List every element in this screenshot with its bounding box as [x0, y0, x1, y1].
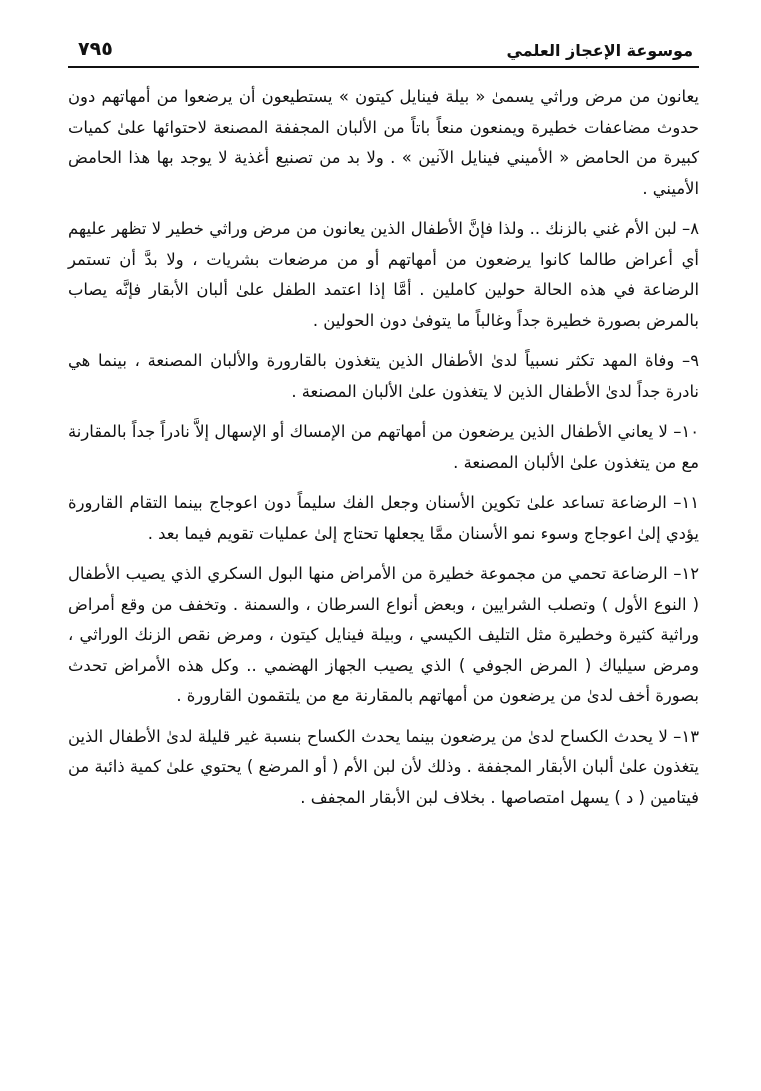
paragraph-item-10: ١٠– لا يعاني الأطفال الذين يرضعون من أمهاتهم من الإمساك أو الإسهال إلاَّ نادراً جداً بالمقارنة مع من يتغذون علىٰ الألبان المصنعة . [68, 422, 699, 472]
paragraph-item-12: ١٢– الرضاعة تحمي من مجموعة خطيرة من الأمراض منها البول السكري الذي يصيب الأطفال ( النوع الأول ) وتصلب الشرايين ، وبعض أنواع السرطان ، والسمنة . وتخفف من وقع أمراض وراثية كثيرة وخطيرة مثل التليف الكيسي ، وبيلة فينايل كيتون ، ومرض نقص الزنك الوراثي ، ومرض سيلياك ( المرض الجوفي ) الذي يصيب الجهاز الهضمي .. وكل هذه الأمراض تحدث بصورة أخف لدىٰ من يرضعون من أمهاتهم بالمقارنة مع من يلتقمون القارورة . [68, 564, 699, 705]
paragraph-item-8: ٨– لبن الأم غني بالزنك .. ولذا فإنَّ الأطفال الذين يعانون من مرض وراثي خطير لا تظهر عليهم أي أعراض طالما كانوا يرضعون من أمهاتهم أو من مرضعات بشريات ، ولا بدَّ أن تستمر الرضاعة في هذه الحالة حولين كاملين . أمَّا إذا اعتمد الطفل علىٰ ألبان الأبقار فإنَّه يصاب بالمرض بصورة خطيرة جداً وغالباً ما يتوفىٰ دون الحولين . [68, 219, 699, 330]
book-title: موسوعة الإعجاز العلمي [506, 41, 693, 60]
page-header [68, 38, 699, 68]
paragraph-continuation: يعانون من مرض وراثي يسمىٰ « بيلة فينايل كيتون » يستطيعون أن يرضعوا من أمهاتهم دون حدوث مضاعفات خطيرة ويمنعون منعاً باتاً من الألبان المجففة المصنعة لاحتوائها علىٰ كميات كبيرة من الحامض « الأميني فينايل الآنين » . ولا بد من تصنيع أغذية لا يوجد بها هذا الحامض الأميني . [68, 87, 699, 198]
paragraph-item-9: ٩– وفاة المهد تكثر نسبياً لدىٰ الأطفال الذين يتغذون بالقارورة والألبان المصنعة ، بينما هي نادرة جداً لدىٰ الأطفال الذين لا يتغذون علىٰ الألبان المصنعة . [68, 351, 699, 401]
page-number: ٧٩٥ [78, 38, 113, 60]
paragraph-item-11: ١١– الرضاعة تساعد علىٰ تكوين الأسنان وجعل الفك سليماً دون اعوجاج بينما التقام القارورة يؤدي إلىٰ اعوجاج وسوء نمو الأسنان ممَّا يجعلها تحتاج إلىٰ عمليات تقويم فيما بعد . [68, 493, 699, 543]
paragraph-item-13: ١٣– لا يحدث الكساح لدىٰ من يرضعون بينما يحدث الكساح بنسبة غير قليلة لدىٰ الأطفال الذين يتغذون علىٰ ألبان الأبقار المجففة . وذلك لأن لبن الأم ( أو المرضع ) يحتوي علىٰ كمية ذائبة من فيتامين ( د ) يسهل امتصاصها . بخلاف لبن الأبقار المجفف . [68, 726, 699, 807]
body-text [68, 82, 699, 813]
